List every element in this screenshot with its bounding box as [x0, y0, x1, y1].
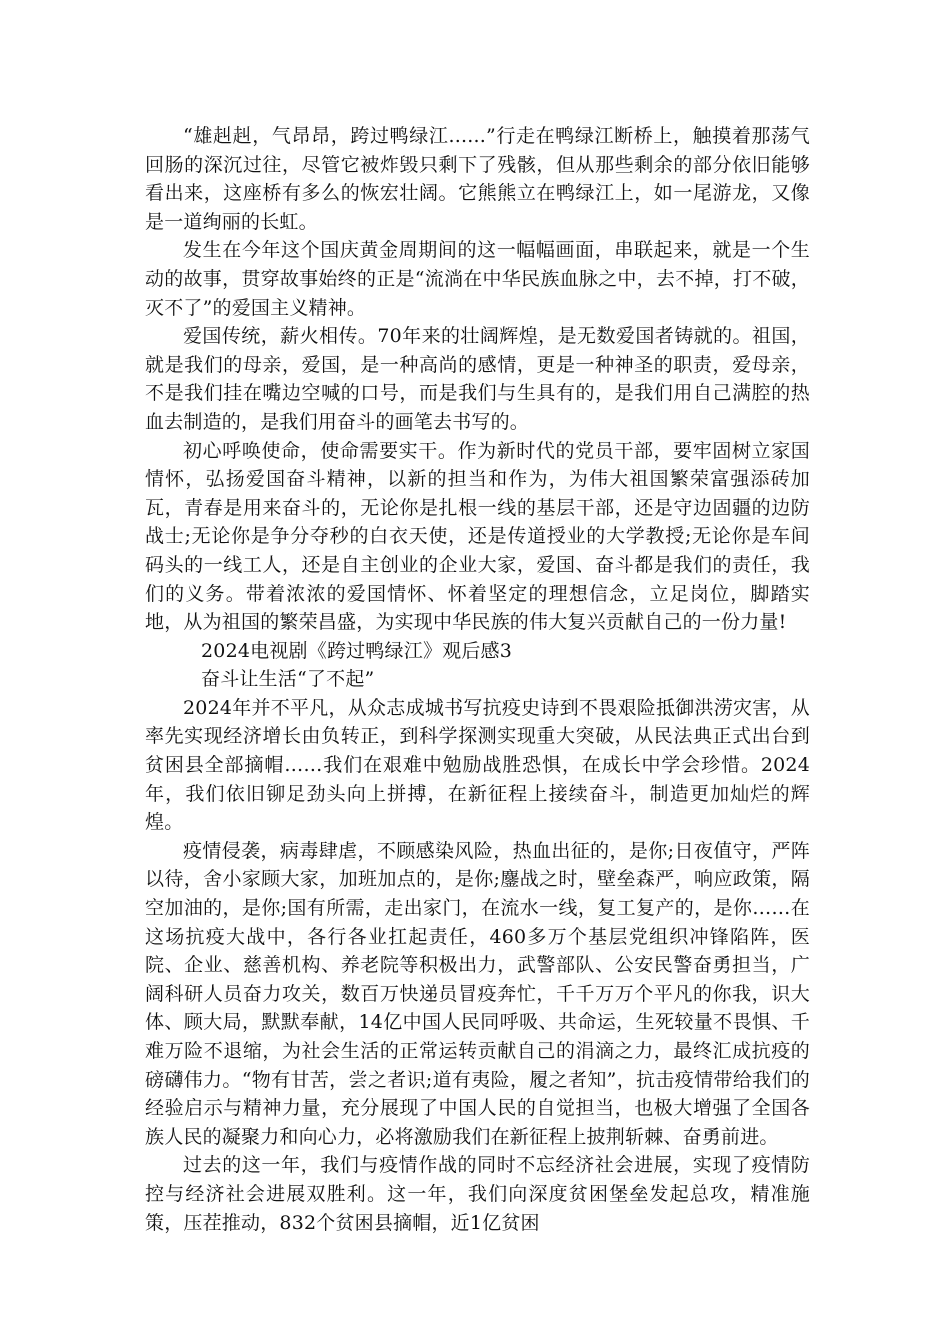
paragraph-1: “雄赳赳，气昂昂，跨过鸭绿江......”行走在鸭绿江断桥上，触摸着那荡气回肠的深沉过往，尽管它被炸毁只剩下了残骸，但从那些剩余的部分依旧能够看出来，这座桥有多么的恢宏壮阔。它熊熊立在鸭绿江上，如一尾游龙，又像是一道绚丽的长虹。: [145, 125, 810, 233]
paragraph-4: 初心呼唤使命，使命需要实干。作为新时代的党员干部，要牢固树立家国情怀，弘扬爱国奋斗精神，以新的担当和作为，为伟大祖国繁荣富强添砖加瓦，青春是用来奋斗的，无论你是扎根一线的基层干部，还是守边固疆的边防战士;无论你是争分夺秒的白衣天使，还是传道授业的大学教授;无论你是车间码头的一线工人，还是自主创业的企业大家，爱国、奋斗都是我们的责任，我们的义务。带着浓浓的爱国情怀、怀着坚定的理想信念，立足岗位，脚踏实地，从为祖国的繁荣昌盛，为实现中华民族的伟大复兴贡献自己的一份力量!: [145, 439, 810, 634]
paragraph-2: 发生在今年这个国庆黄金周期间的这一幅幅画面，串联起来，就是一个生动的故事，贯穿故事始终的正是“流淌在中华民族血脉之中，去不掉，打不破，灭不了”的爱国主义精神。: [145, 239, 810, 319]
paragraph-6: 疫情侵袭，病毒肆虐，不顾感染风险，热血出征的，是你;日夜值守，严阵以待，舍小家顾大家，加班加点的，是你;鏖战之时，壁垒森严，响应政策，隔空加油的，是你;国有所需，走出家门，在流水一线，复工复产的，是你……在这场抗疫大战中，各行各业扛起责任，460多万个基层党组织冲锋陷阵，医院、企业、慈善机构、养老院等积极出力，武警部队、公安民警奋勇担当，广阔科研人员奋力攻关，数百万快递员冒疫奔忙，千千万万个平凡的你我，识大体、顾大局，默默奉献，14亿中国人民同呼吸、共命运，生死较量不畏惧、千难万险不退缩，为社会生活的正常运转贡献自己的涓滴之力，最终汇成抗疫的磅礴伟力。“物有甘苦，尝之者识;道有夷险，履之者知”，抗击疫情带给我们的经验启示与精神力量，充分展现了中国人民的自觉担当，也极大增强了全国各族人民的凝聚力和向心力，必将激励我们在新征程上披荆斩棘、奋勇前进。: [145, 839, 810, 1148]
paragraph-3: 爱国传统，薪火相传。70年来的壮阔辉煌，是无数爱国者铸就的。祖国，就是我们的母亲，爱国，是一种高尚的感情，更是一种神圣的职责，爱母亲，不是我们挂在嘴边空喊的口号，而是我们与生具有的，是我们用自己满腔的热血去制造的，是我们用奋斗的画笔去书写的。: [145, 325, 810, 433]
paragraph-5: 2024年并不平凡，从众志成城书写抗疫史诗到不畏艰险抵御洪涝灾害，从率先实现经济增长由负转正，到科学探测实现重大突破，从民法典正式出台到贫困县全部摘帽……我们在艰难中勉励战胜恐惧，在成长中学会珍惜。2024年，我们依旧铆足劲头向上拼搏，在新征程上接续奋斗，制造更加灿烂的辉煌。: [145, 696, 810, 834]
section-subtitle: 奋斗让生活“了不起”: [201, 668, 375, 691]
paragraph-7: 过去的这一年，我们与疫情作战的同时不忘经济社会进展，实现了疫情防控与经济社会进展双胜利。这一年，我们向深度贫困堡垒发起总攻，精准施策，压茬推动，832个贫困县摘帽，近1亿贫困: [145, 1154, 810, 1234]
section-title: 2024电视剧《跨过鸭绿江》观后感3: [201, 639, 513, 662]
document-page: [145, 122, 810, 1237]
